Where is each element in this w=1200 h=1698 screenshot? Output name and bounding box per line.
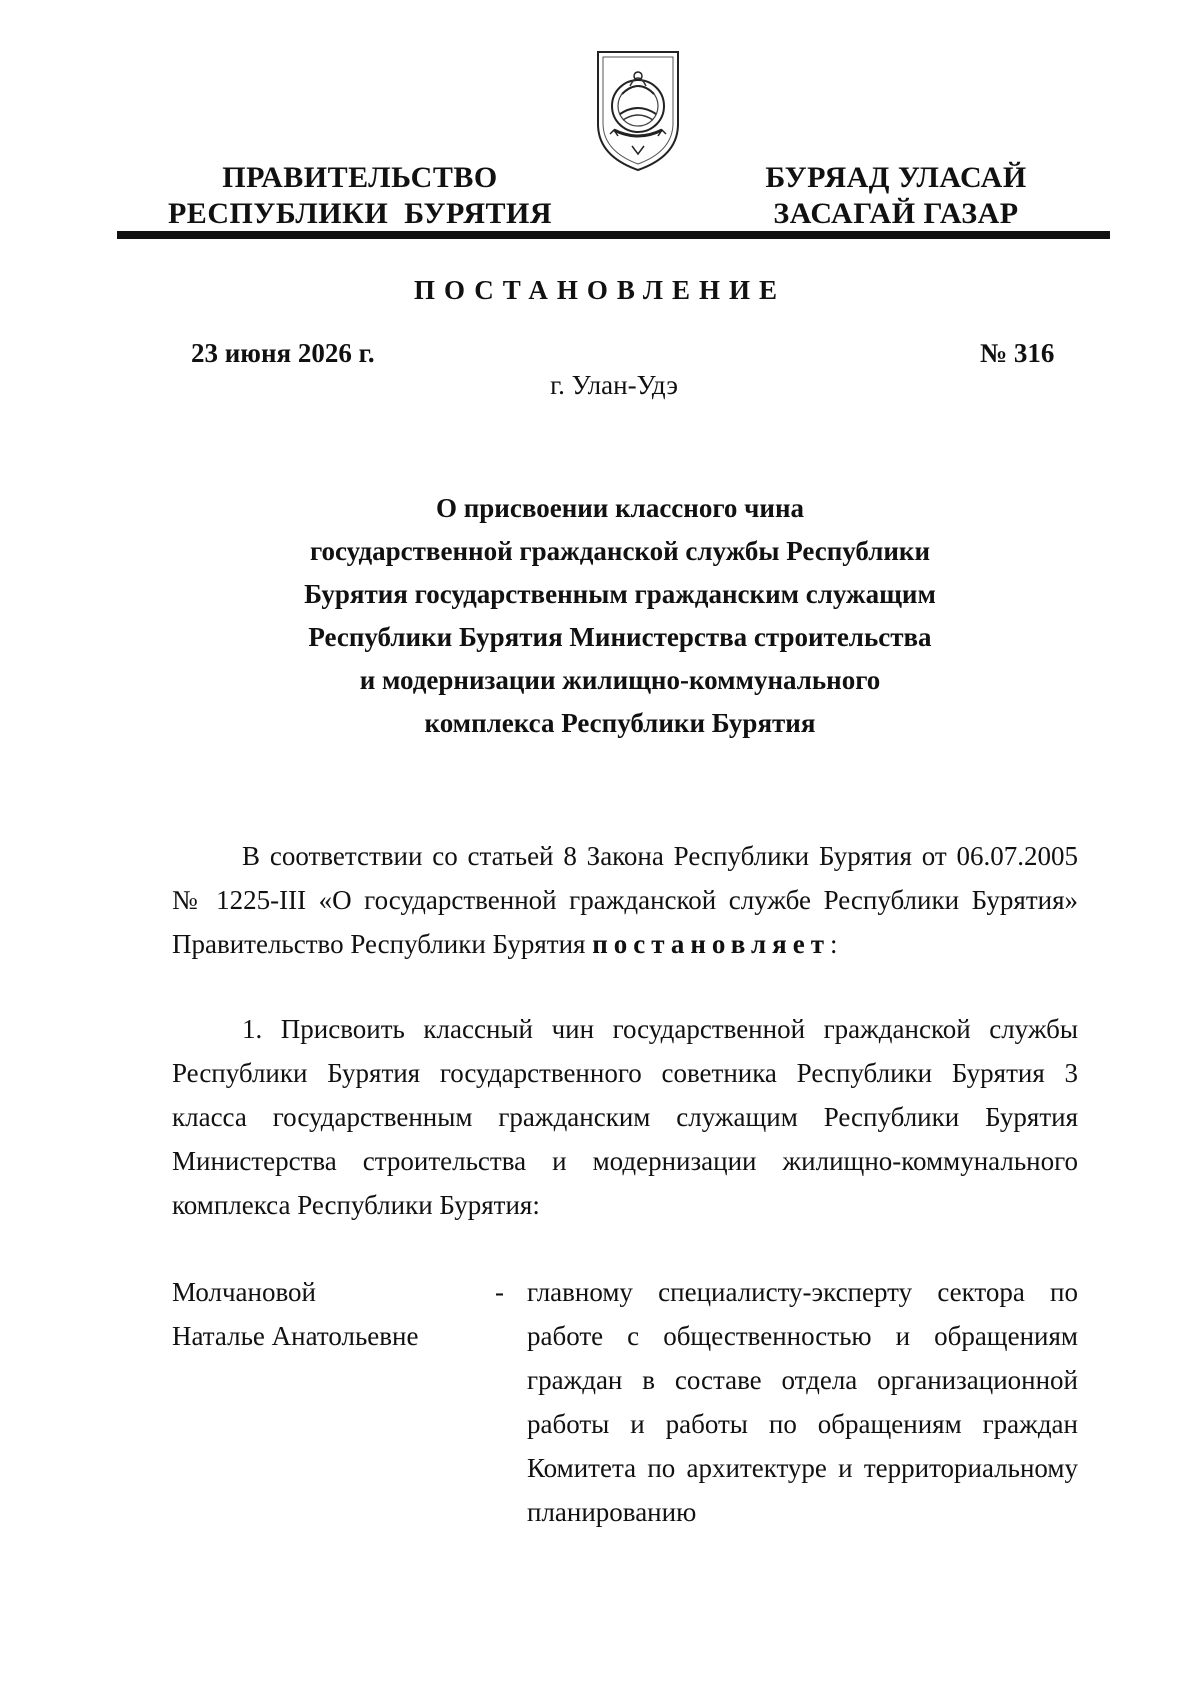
government-name-bua [736, 160, 1056, 232]
government-name-ru-line1: ПРАВИТЕЛЬСТВО [222, 161, 498, 194]
government-name-ru [150, 160, 570, 232]
person-name [172, 1270, 472, 1358]
document-number: № 316 [980, 338, 1055, 368]
title-line: комплекса Республики Бурятия [424, 708, 816, 738]
person-dash: - [495, 1277, 504, 1307]
item-1-text: 1. Присвоить классный чин государственной гражданской службы Республики Бурятия государственного советника Республики Бурятия 3 класса государственным гражданским служащим Республики Бурятия Министерства строительства и модернизации жилищно-коммунального комплекса Республики Бурятия: [172, 1014, 1078, 1220]
document-city: г. Улан-Удэ [550, 370, 678, 400]
government-name-ru-line2: РЕСПУБЛИКИ БУРЯТИЯ [167, 197, 553, 230]
title-line: и модернизации жилищно-коммунального [359, 665, 881, 695]
title-line: О присвоении классного чина [435, 493, 805, 523]
document-type: ПОСТАНОВЛЕНИЕ [413, 275, 787, 305]
decree-word: постановляет [592, 929, 830, 959]
coat-of-arms-icon [590, 46, 686, 174]
document-title [200, 487, 1040, 745]
item-1-paragraph [172, 1007, 1078, 1227]
government-name-bua-line2: ЗАСАГАЙ ГАЗАР [773, 197, 1019, 230]
title-line: Бурятия государственным гражданским служащим [304, 579, 936, 609]
person-position: главному специалисту-эксперту сектора по работе с общественностью и обращениям граждан в составе отдела организационной работы и работы по обращениям граждан Комитета по архитектуре и территориальному планированию [527, 1277, 1078, 1527]
preamble-paragraph [172, 834, 1078, 966]
preamble-text: В соответствии со статьей 8 Закона Республики Бурятия от 06.07.2005 № 1225-III «О государственной гражданской службе Республики Бурятия» Правительство Республики Бурятия [172, 841, 1078, 959]
person-given-name: Наталье Анатольевне [172, 1321, 419, 1351]
title-line: государственной гражданской службы Республики [309, 536, 931, 566]
title-line: Республики Бурятия Министерства строительства [308, 622, 932, 652]
person-surname: Молчановой [172, 1277, 316, 1307]
government-name-bua-line1: БУРЯАД УЛАСАЙ [765, 161, 1027, 194]
decree-colon: : [829, 929, 838, 959]
header-divider [117, 231, 1110, 239]
document-date: 23 июня 2026 г. [191, 338, 375, 368]
